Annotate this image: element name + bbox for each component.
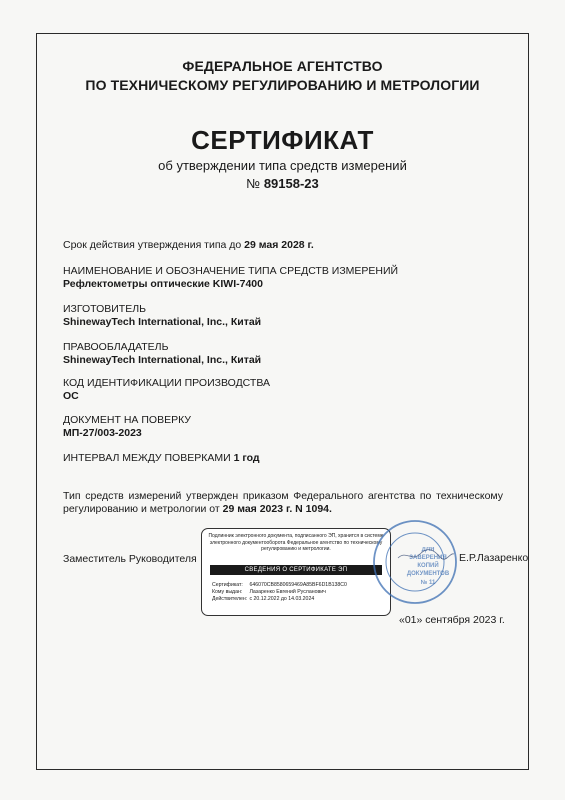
field-value: МП-27/003-2023	[63, 427, 142, 439]
ep-issued-label: Кому выдан:	[212, 589, 243, 595]
field-type-name	[63, 265, 398, 291]
field-verification-doc	[63, 414, 191, 440]
field-label: ИЗГОТОВИТЕЛЬ	[63, 303, 147, 315]
document-subtitle: об утверждении типа средств измерений	[158, 158, 407, 173]
field-label: НАИМЕНОВАНИЕ И ОБОЗНАЧЕНИЕ ТИПА СРЕДСТВ ИЗМЕРЕНИЙ	[63, 265, 399, 277]
issue-date: «01» сентября 2023 г.	[399, 614, 505, 626]
ep-header: СВЕДЕНИЯ О СЕРТИФИКАТЕ ЭП	[210, 565, 382, 575]
svg-text:ДЛЯ: ДЛЯ	[421, 547, 435, 553]
field-value: ОС	[63, 390, 79, 402]
ep-issued-value: Лазаренко Евгений Русланович	[249, 589, 326, 595]
number-prefix: №	[246, 176, 261, 191]
field-label: ПРАВООБЛАДАТЕЛЬ	[63, 341, 169, 353]
agency-name-line1: ФЕДЕРАЛЬНОЕ АГЕНТСТВО	[182, 58, 383, 74]
certificate-number	[0, 176, 565, 191]
handwritten-signature	[396, 548, 456, 562]
svg-text:КОПИЙ: КОПИЙ	[417, 563, 439, 569]
svg-text:ЗАВЕРЕНИЯ: ЗАВЕРЕНИЯ	[409, 555, 447, 561]
verification-interval	[63, 452, 260, 465]
ep-certificate-label: Сертификат:	[212, 582, 243, 588]
deputy-title: Заместитель Руководителя	[63, 553, 197, 565]
field-production-code	[63, 377, 270, 403]
electronic-signature-block	[201, 528, 391, 616]
official-stamp	[372, 519, 458, 605]
interval-value: 1 год	[233, 452, 260, 464]
ep-valid-label: Действителен:	[212, 596, 248, 602]
field-manufacturer	[63, 303, 261, 329]
field-label: ДОКУМЕНТ НА ПОВЕРКУ	[63, 414, 191, 426]
agency-name-line2: ПО ТЕХНИЧЕСКОМУ РЕГУЛИРОВАНИЮ И МЕТРОЛОГИИ	[85, 77, 480, 93]
validity-label: Срок действия утверждения типа до	[63, 239, 242, 251]
field-value: ShinewayTech International, Inc., Китай	[63, 354, 262, 366]
field-rightholder	[63, 341, 261, 367]
validity-value: 29 мая 2028 г.	[244, 239, 314, 251]
document-title: СЕРТИФИКАТ	[191, 125, 374, 155]
field-value: Рефлектометры оптические KIWI-7400	[63, 278, 263, 290]
signer-name: Е.Р.Лазаренко	[459, 552, 529, 564]
approval-order: 29 мая 2023 г. N 1094.	[222, 503, 332, 515]
approval-paragraph	[63, 490, 503, 516]
approval-text: Тип средств измерений утвержден приказом Федерального агентства по техническому регулированию и метрологии от	[63, 490, 503, 515]
ep-certificate-value: 646070CB8580659469A85BF6D1B138C0	[249, 582, 347, 588]
ep-certificate-row	[212, 582, 347, 588]
ep-issued-row	[212, 589, 326, 595]
ep-valid-row	[212, 596, 314, 602]
ep-note: Подлинник электронного документа, подписанного ЭП, хранится в системе электронного документооборота Федеральное агентство по техническому регулированию и метрологии.	[208, 533, 384, 552]
field-label: КОД ИДЕНТИФИКАЦИИ ПРОИЗВОДСТВА	[63, 377, 270, 389]
ep-valid-value: с 20.12.2022 до 14.03.2024	[249, 596, 315, 602]
interval-label: ИНТЕРВАЛ МЕЖДУ ПОВЕРКАМИ	[63, 452, 231, 464]
svg-text:№ 11: № 11	[420, 580, 436, 586]
number-value: 89158-23	[263, 176, 319, 191]
validity-line	[63, 239, 314, 252]
field-value: ShinewayTech International, Inc., Китай	[63, 316, 262, 328]
svg-text:ДОКУМЕНТОВ: ДОКУМЕНТОВ	[406, 571, 450, 577]
